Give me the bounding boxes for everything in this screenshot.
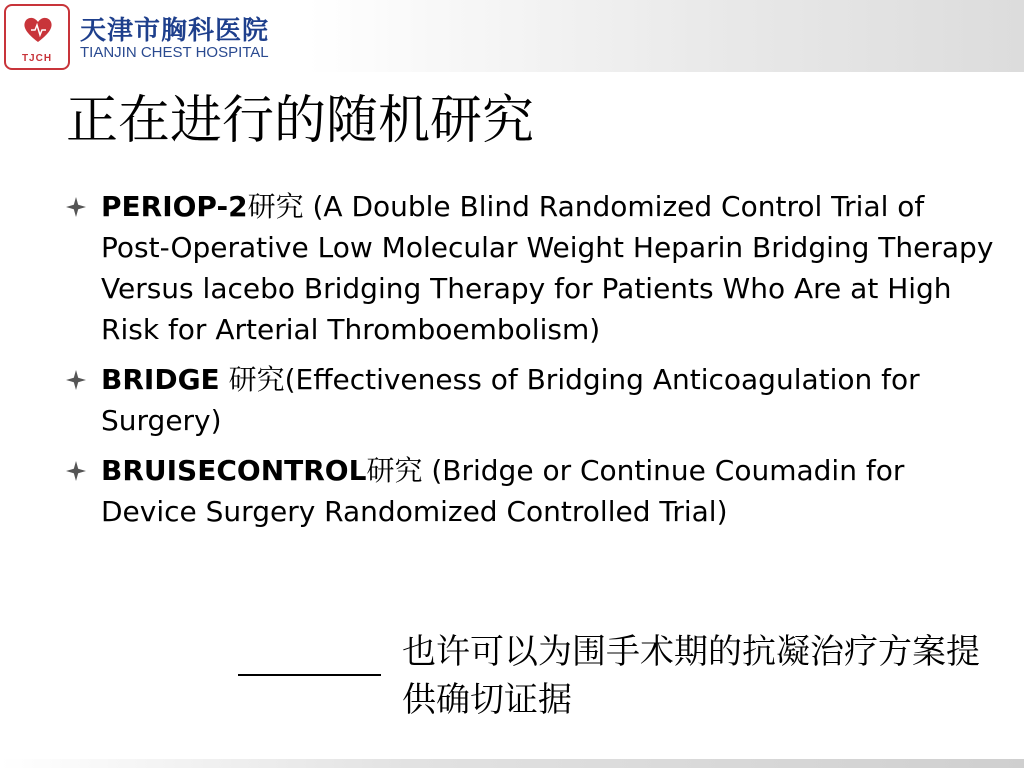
trial-description: 研究 (Bridge or Continue Coumadin for Device Surgery Randomized Controlled Trial)	[101, 454, 905, 528]
trial-description: 研究 (A Double Blind Randomized Control Trial of Post-Operative Low Molecular Weight Heparin Bridging Therapy Versus lacebo Bridging Therapy for Patients Who Are at High Risk for Arterial Thromboembolism)	[101, 190, 994, 346]
slide-title: 正在进行的随机研究	[66, 91, 535, 151]
hospital-logo	[4, 4, 70, 70]
trial-description: 研究(Effectiveness of Bridging Anticoagulation for Surgery)	[101, 363, 920, 437]
trial-acronym: BRIDGE	[101, 363, 220, 396]
header-bar	[0, 0, 1024, 72]
list-item	[66, 450, 996, 532]
logo-abbreviation: TJCH	[21, 53, 53, 64]
hospital-name	[80, 10, 284, 64]
hospital-name-en: TIANJIN CHEST HOSPITAL	[80, 44, 269, 61]
list-item	[66, 359, 996, 441]
diamond-bullet-icon	[66, 370, 86, 390]
conclusion-text: 也许可以为围手术期的抗凝治疗方案提供确切证据	[402, 632, 980, 720]
heart-icon	[22, 16, 54, 44]
bullet-list	[66, 186, 996, 541]
hospital-name-cn: 天津市胸科医院	[80, 16, 270, 46]
diamond-bullet-icon	[66, 461, 86, 481]
trial-acronym: BRUISECONTROL	[101, 454, 367, 487]
trial-acronym: PERIOP-2	[101, 190, 248, 223]
list-item	[66, 186, 996, 350]
diamond-bullet-icon	[66, 197, 86, 217]
conclusion-dash	[238, 674, 381, 676]
footer-bar	[0, 759, 1024, 768]
